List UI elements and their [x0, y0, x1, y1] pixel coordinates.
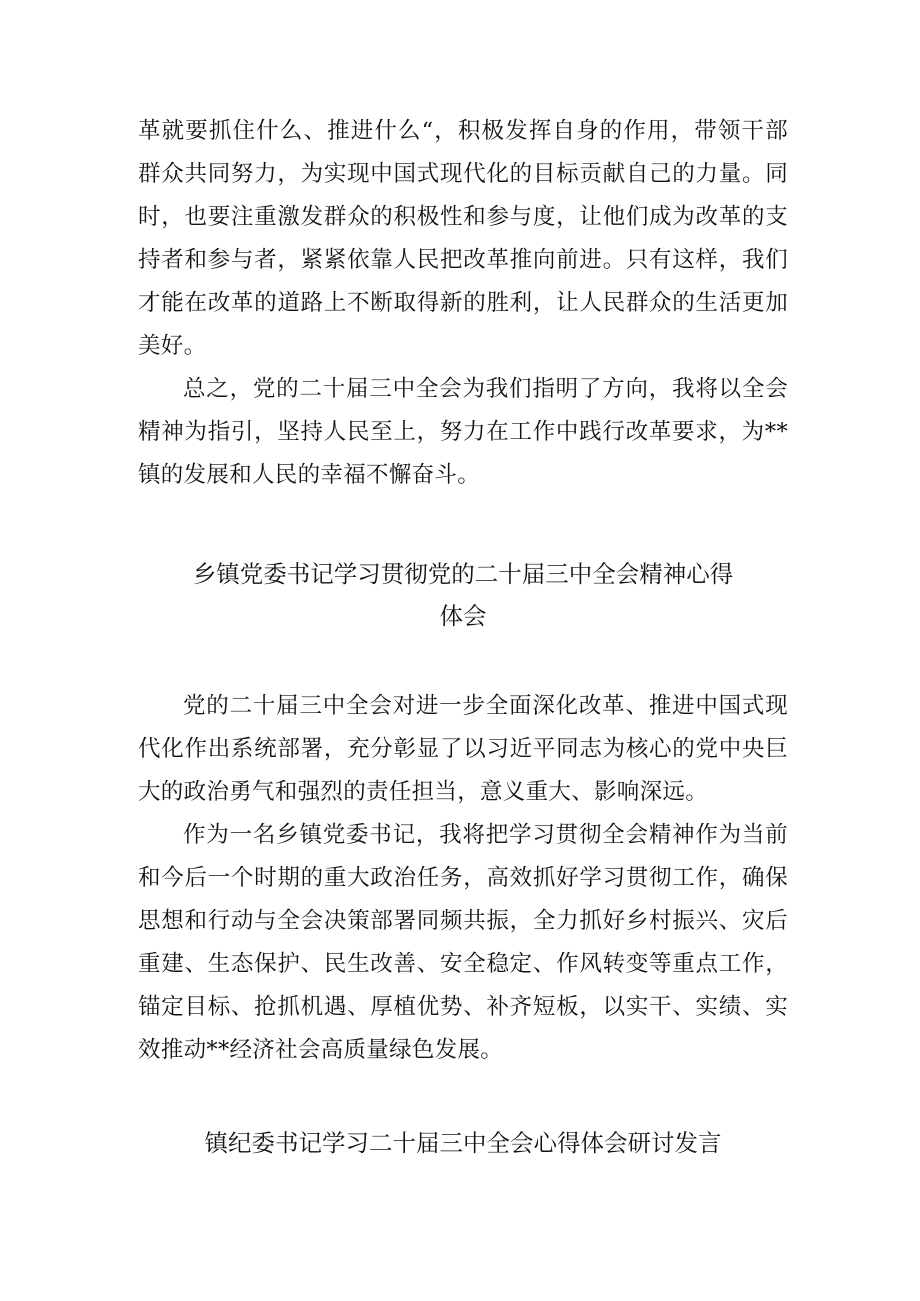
- paragraph-article2-2: 作为一名乡镇党委书记，我将把学习贯彻全会精神作为当前和今后一个时期的重大政治任务，高效抓好学习贯彻工作，确保思想和行动与全会决策部署同频共振，全力抓好乡村振兴、灾后重建、生态保护、民生改善、安全稳定、作风转变等重点工作，锚定目标、抢抓机遇、厚植优势、补齐短板，以实干、实绩、实效推动**经济社会高质量绿色发展。: [138, 822, 788, 1063]
- document-body: [138, 110, 788, 1164]
- article-title-township-secretary: [138, 553, 788, 637]
- paragraph-article2-1: 党的二十届三中全会对进一步全面深化改革、推进中国式现代化作出系统部署，充分彰显了以习近平同志为核心的党中央巨大的政治勇气和强烈的责任担当，意义重大、影响深远。: [138, 693, 788, 805]
- article-title-discipline-secretary: 镇纪委书记学习二十届三中全会心得体会研讨发言: [204, 1129, 722, 1157]
- title-line-1: 乡镇党委书记学习贯彻党的二十届三中全会精神心得: [192, 560, 734, 588]
- title-line-2: 体会: [439, 602, 487, 630]
- paragraph-continuation-1: 革就要抓住什么、推进什么“，积极发挥自身的作用，带领干部群众共同努力，为实现中国式现代化的目标贡献自己的力量。同时，也要注重激发群众的积极性和参与度，让他们成为改革的支持者和参与者，紧紧依靠人民把改革推向前进。只有这样，我们才能在改革的道路上不断取得新的胜利，让人民群众的生活更加美好。: [138, 118, 788, 359]
- paragraph-conclusion: 总之，党的二十届三中全会为我们指明了方向，我将以全会精神为指引，坚持人民至上，努力在工作中践行改革要求，为**镇的发展和人民的幸福不懈奋斗。: [138, 376, 788, 488]
